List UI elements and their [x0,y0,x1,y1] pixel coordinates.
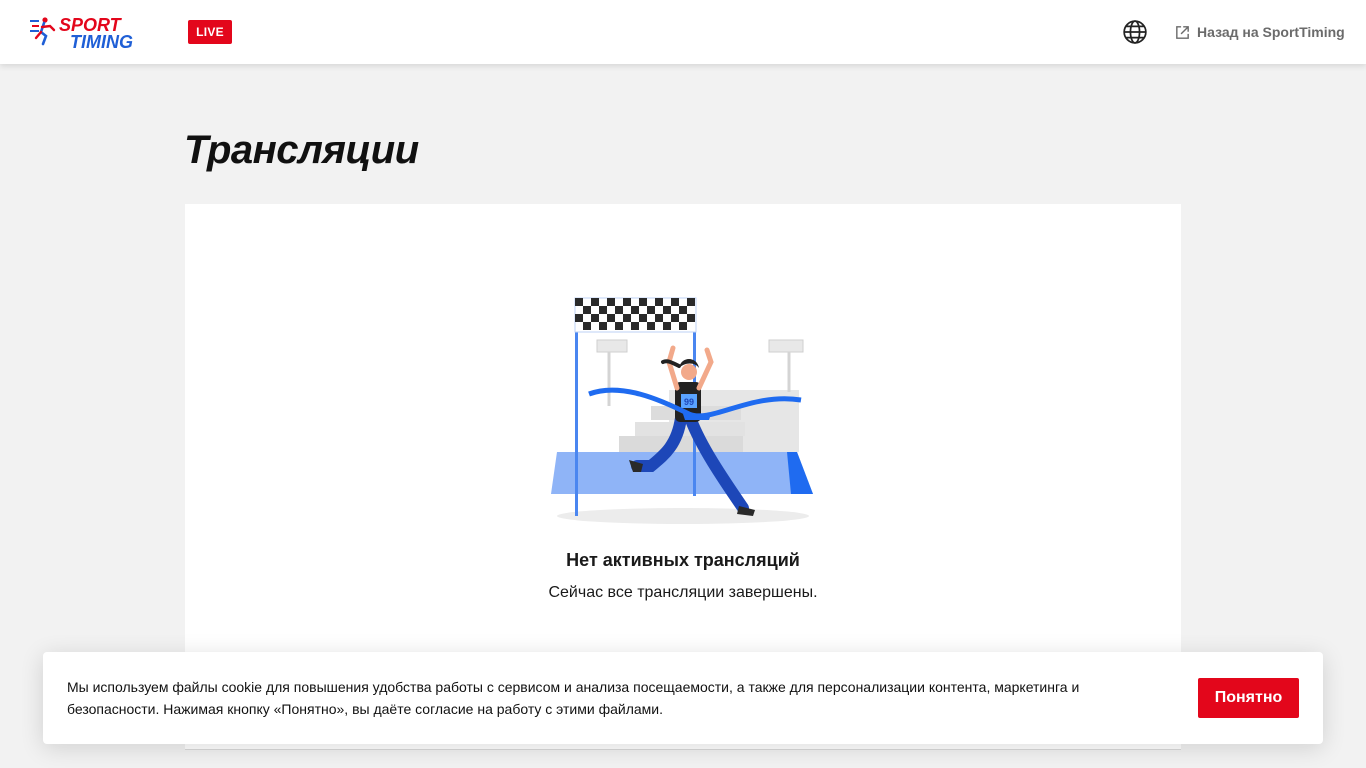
cookie-accept-button[interactable]: Понятно [1198,678,1299,718]
external-link-icon [1174,24,1191,41]
cookie-banner [43,652,1323,744]
bib-number: 99 [684,397,695,407]
live-badge[interactable]: LIVE [188,20,232,44]
back-to-sporttiming-link[interactable] [1174,20,1345,44]
sporttiming-logo[interactable] [30,14,152,50]
globe-icon[interactable] [1122,19,1148,45]
empty-state-title: Нет активных трансляций [566,550,800,570]
cookie-banner-text: Мы используем файлы cookie для повышения удобства работы с сервисом и анализа посещаемости, а также для персонализации контента, маркетинга и безопасности. Нажимая кнопку «Понятно», вы даёте согласие на работу с этими файлами. [67,679,1080,717]
checkered-flag [575,298,696,332]
svg-text:SPORT: SPORT [59,15,121,35]
page-title: Трансляции [184,128,419,172]
finish-line-illustration [551,296,815,526]
svg-text:TIMING: TIMING [70,32,133,50]
empty-state-subtitle: Сейчас все трансляции завершены. [548,584,818,601]
back-link-label: Назад на SportTiming [1197,24,1345,40]
top-header [0,0,1366,64]
